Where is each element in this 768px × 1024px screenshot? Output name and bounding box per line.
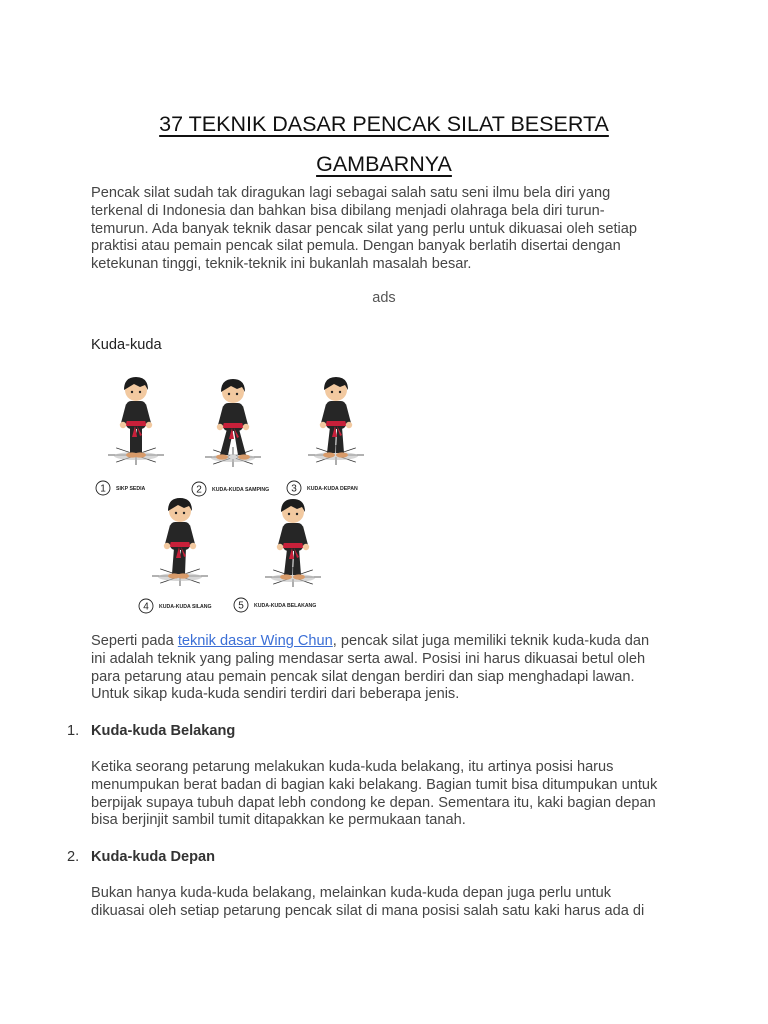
list-item-body — [91, 885, 681, 921]
wing-chun-link[interactable]: teknik dasar Wing Chun — [177, 633, 333, 649]
paragraph-text: , pencak silat juga memiliki teknik kuda-kuda dan — [332, 633, 650, 649]
list-item-heading — [67, 849, 215, 865]
pose-caption: KUDA-KUDA DEPAN — [307, 486, 358, 492]
list-body-line: Bukan hanya kuda-kuda belakang, melainkan kuda-kuda depan juga perlu untuk — [91, 885, 612, 901]
title-line-1: 37 TEKNIK DASAR PENCAK SILAT BESERTA — [159, 112, 609, 136]
pose-caption: SIKP SEDIA — [116, 486, 146, 492]
pose-figure-2 — [192, 379, 269, 496]
title-line-2: GAMBARNYA — [316, 152, 452, 176]
intro-line: ketekunan tinggi, teknik-teknik ini bukanlah masalah besar. — [91, 256, 472, 273]
list-item-body — [91, 759, 681, 830]
list-body-line: berpijak supaya tubuh dapat lebh condong ke depan. Sementara itu, kaki bagian depan — [91, 794, 656, 811]
pose-number: 4 — [143, 601, 149, 613]
pose-caption: KUDA-KUDA SILANG — [159, 604, 212, 610]
section-heading-kuda-kuda: Kuda-kuda — [91, 337, 162, 353]
ads-label: ads — [372, 290, 396, 306]
paragraph-line: Untuk sikap kuda-kuda sendiri terdiri dari beberapa jenis. — [91, 686, 460, 703]
pose-figure-3 — [287, 377, 364, 495]
pose-number: 1 — [100, 483, 106, 495]
intro-line: temurun. Ada banyak teknik dasar pencak silat yang perlu untuk dikuasai oleh setiap — [91, 220, 637, 237]
pose-figure-4 — [139, 498, 212, 613]
intro-line: praktisi atau pemain pencak silat pemula. Dengan banyak berlatih disertai dengan — [91, 238, 621, 255]
paragraph-wing-chun — [91, 633, 681, 704]
list-body-line: menumpukan berat badan di bagian kaki belakang. Bagian tumit bisa ditumpukan untuk — [91, 776, 658, 793]
intro-line: terkenal di Indonesia dan bahkan bisa dibilang menjadi olahraga bela diri turun- — [91, 202, 605, 219]
list-body-line: bisa berjinjit sambil tumit ditapakkan ke permukaan tanah. — [91, 812, 466, 829]
kuda-kuda-illustration — [88, 365, 388, 620]
list-body-line: dikuasai oleh setiap petarung pencak silat di mana posisi salah satu kaki harus ada di — [91, 902, 645, 919]
list-body-line: Ketika seorang petarung melakukan kuda-kuda belakang, itu artinya posisi harus — [91, 759, 614, 775]
pose-number: 3 — [291, 483, 297, 495]
intro-paragraph — [91, 185, 681, 274]
list-item-heading — [67, 723, 235, 739]
pose-number: 2 — [196, 484, 202, 496]
list-number: 2. — [67, 849, 80, 865]
intro-line: Pencak silat sudah tak diragukan lagi sebagai salah satu seni ilmu bela diri yang — [91, 185, 611, 201]
list-label: Kuda-kuda Depan — [91, 849, 216, 865]
pose-caption: KUDA-KUDA SAMPING — [212, 487, 270, 493]
pose-figure-1 — [96, 377, 164, 495]
paragraph-line: ini adalah teknik yang paling mendasar serta awal. Posisi ini harus dikuasai betul oleh — [91, 650, 646, 667]
paragraph-text: Seperti pada — [91, 633, 178, 649]
paragraph-line: para petarung atau pemain pencak silat dengan berdiri dan siap menghadapi lawan. — [91, 668, 635, 685]
pose-number: 5 — [238, 600, 244, 612]
pose-caption: KUDA-KUDA BELAKANG — [254, 603, 317, 609]
list-label: Kuda-kuda Belakang — [91, 723, 236, 739]
document-title — [90, 104, 678, 184]
list-number: 1. — [67, 723, 80, 739]
pose-figure-5 — [234, 499, 321, 612]
